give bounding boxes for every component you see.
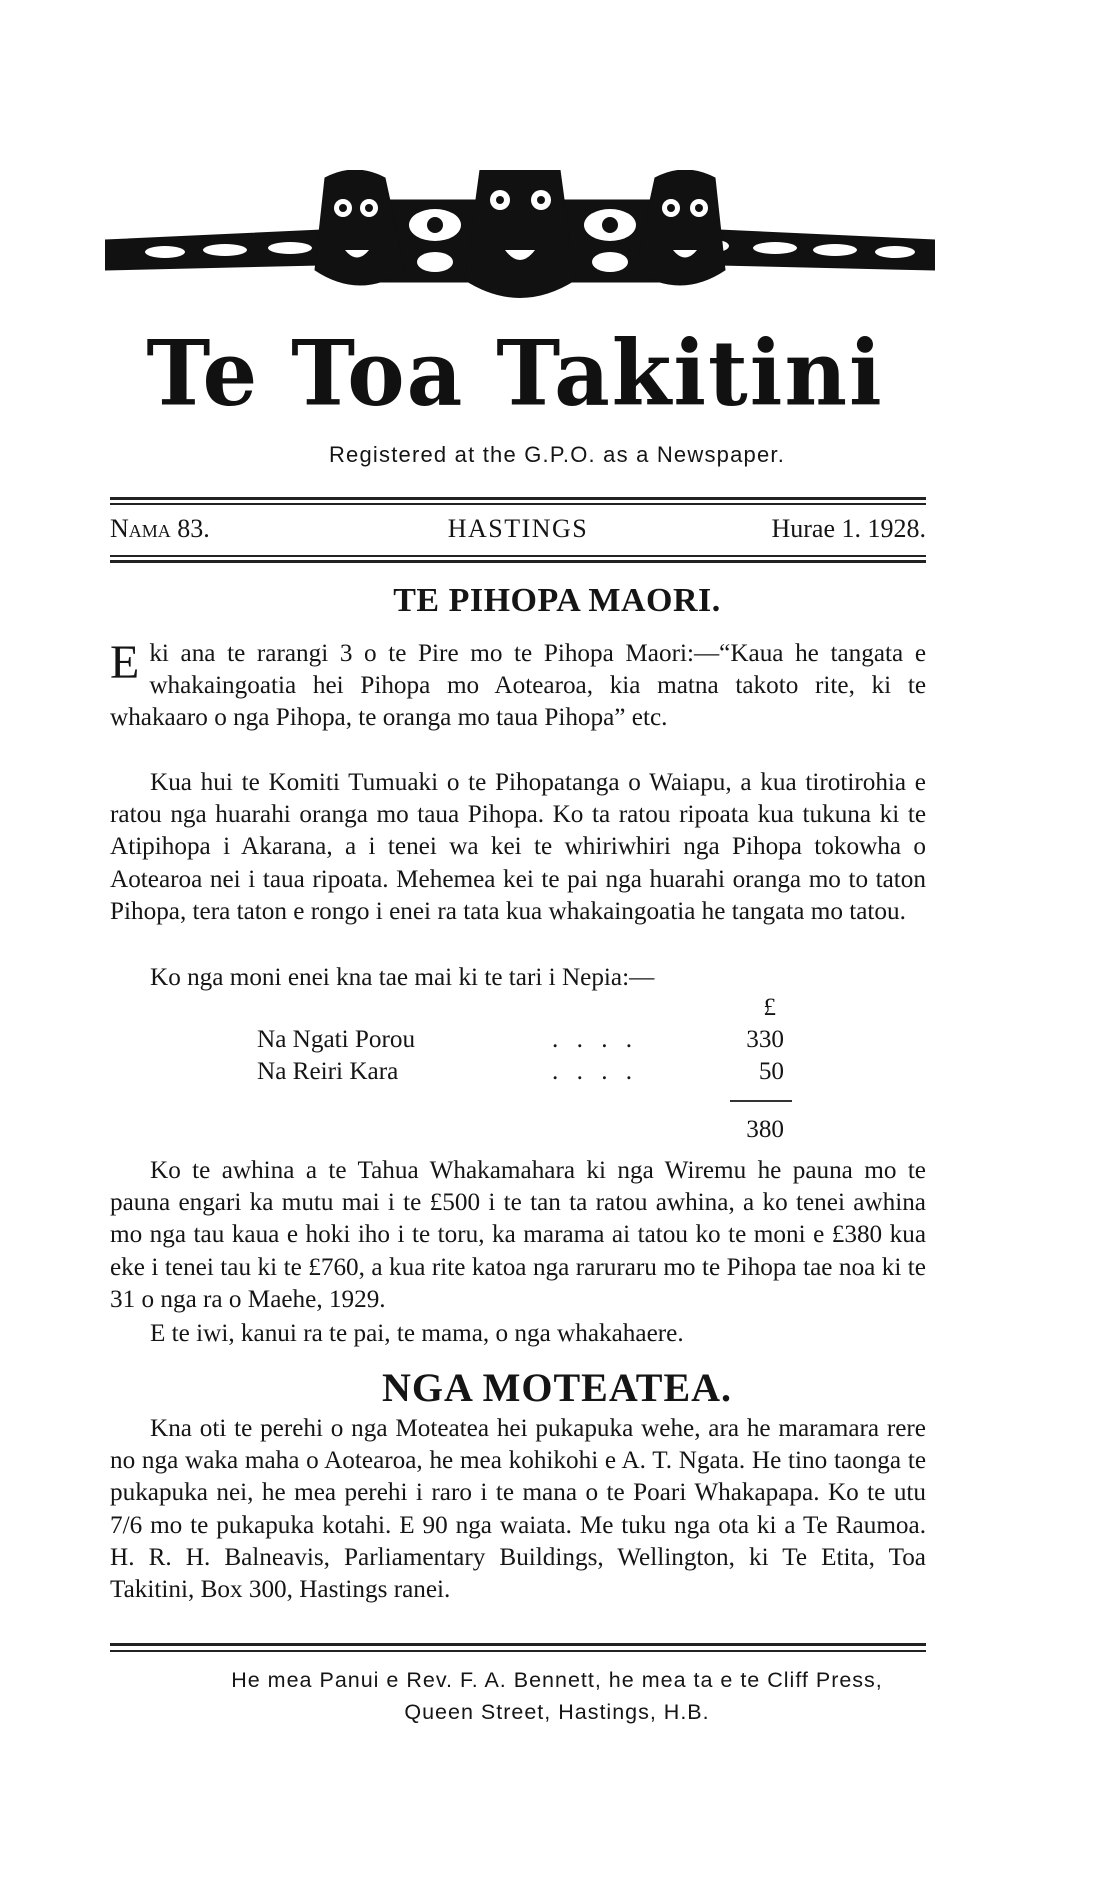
donation-amount: 330 <box>746 1026 784 1053</box>
article1-paragraph-4: Ko te awhina a te Tahua Whakamahara ki nga Wiremu he pauna mo te pauna engari ka mutu mai i te £500 i te tan ta ratou awhina, a ko tenei awhina mo nga tau kaua e hoki iho i te toru, ka marama ai tatou ko te moni e £380 kua eke i tenei tau ki te £760, a kua rite katoa nga raruraru mo te Pihopa tae noa ki te 31 o nga ra o Maehe, 1929. <box>110 1157 926 1313</box>
printer-imprint-line-2: Queen Street, Hastings, H.B. <box>404 1700 710 1724</box>
masthead-rule-top-thin <box>110 503 926 505</box>
leader-dots: . . . . <box>552 1058 639 1085</box>
issue-number: Nama 83. <box>110 514 210 543</box>
article1-donations-intro: Ko nga moni enei kna tae mai ki te tari i Nepia:— <box>150 964 655 991</box>
donation-row <box>110 1058 926 1090</box>
registration-note: Registered at the G.P.O. as a Newspaper. <box>328 442 786 467</box>
currency-symbol: £ <box>763 994 776 1021</box>
newspaper-masthead: Te Toa Takitini <box>146 320 884 427</box>
drop-cap: E <box>110 636 140 689</box>
article-title-pihopa-maori: TE PIHOPA MAORI. <box>393 582 721 619</box>
dateline-rule-thin <box>110 555 926 557</box>
footer-rule-thin <box>110 1650 926 1652</box>
sum-rule <box>730 1100 792 1102</box>
issue-date: Hurae 1. 1928. <box>771 514 926 543</box>
masthead-rule-top <box>110 497 926 500</box>
donor-name: Na Ngati Porou <box>257 1026 416 1053</box>
donation-total-row <box>110 1116 926 1148</box>
article-title-nga-moteatea: NGA MOTEATEA. <box>381 1365 733 1410</box>
donation-total: 380 <box>746 1116 784 1143</box>
donation-row <box>110 1026 926 1058</box>
dateline <box>110 514 926 550</box>
article1-paragraph-1-text: ki ana te rarangi 3 o te Pire mo te Pihopa Maori:—“Kaua he tangata e whakaingoatia hei Pihopa mo Aotearoa, kia matna takoto rite, ki te whakaaro o nga Pihopa, te oranga mo taua Pihopa” etc. <box>110 640 926 732</box>
publication-place: HASTINGS <box>447 514 589 543</box>
donor-name: Na Reiri Kara <box>257 1058 399 1085</box>
leader-dots: . . . . <box>552 1026 639 1053</box>
footer-rule-thick <box>110 1643 926 1646</box>
article1-paragraph-1 <box>110 638 926 735</box>
article2-paragraph: Kna oti te perehi o nga Moteatea hei pukapuka wehe, ara he maramara rere no nga waka maha o Aotearoa, he mea kohikohi e A. T. Ngata. He tino taonga te pukapuka nei, he mea perehi i raro i te mana o te Poari Whakapapa. Ko te utu 7/6 mo te pukapuka kotahi. E 90 nga waiata. Me tuku nga ota ki a Te Raumoa. H. R. H. Balneavis, Parliamentary Buildings, Wellington, ki Te Etita, Toa Takitini, Box 300, Hastings ranei. <box>110 1415 926 1604</box>
article1-paragraph-2: Kua hui te Komiti Tumuaki o te Pihopatanga o Waiapu, a kua tirotirohia e ratou nga huarahi oranga mo taua Pihopa. Ko ta ratou ripoata kua tukuna ki te Atipihopa i Akarana, a i tenei wa kei te whiriwhiri nga Pihopa tokowha o Aotearoa nei i taua ripoata. Mehemea kei te pai nga huarahi oranga mo to taton Pihopa, tera taton e rongo i enei ra tata kua whakaingoatia he tangata mo tatou. <box>110 769 926 925</box>
dateline-rule-thick <box>110 560 926 563</box>
printer-imprint-line-1: He mea Panui e Rev. F. A. Bennett, he mea ta e te Cliff Press, <box>231 1668 883 1692</box>
donation-amount: 50 <box>758 1058 784 1085</box>
article1-closing: E te iwi, kanui ra te pai, te mama, o nga whakahaere. <box>150 1320 684 1347</box>
currency-header-row <box>110 994 926 1026</box>
carved-banner-ornament <box>105 170 935 312</box>
